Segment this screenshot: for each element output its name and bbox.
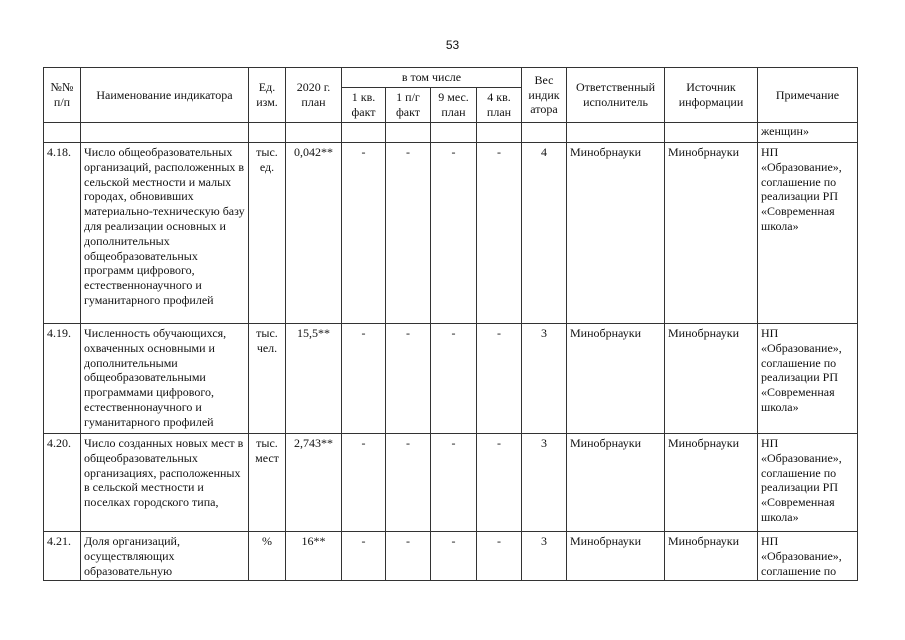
col-header-including: в том числе bbox=[342, 68, 522, 88]
weight-cell: 3 bbox=[522, 434, 567, 532]
table-row bbox=[44, 143, 858, 324]
note-cell: НП «Образование», соглашение по реализации РП «Современная школа» bbox=[758, 143, 858, 324]
note-cell: НП «Образование», соглашение по реализации РП «Современная школа» bbox=[758, 434, 858, 532]
plan-cell: 16** bbox=[286, 532, 342, 581]
q4-cell: - bbox=[477, 434, 522, 532]
responsible-cell: Минобрнауки bbox=[567, 324, 665, 434]
table-row bbox=[44, 324, 858, 434]
h1-cell: - bbox=[386, 532, 431, 581]
name-cell: Численность обучающихся, охваченных основными и дополнительными общеобразовательными программами цифрового, естественнонаучного и гуманитарного профилей bbox=[81, 324, 249, 434]
num-cell: 4.19. bbox=[44, 324, 81, 434]
q1-cell: - bbox=[342, 532, 386, 581]
col-header-plan-2020: 2020 г. план bbox=[286, 68, 342, 123]
col-header-name: Наименование индикатора bbox=[81, 68, 249, 123]
9m-cell: - bbox=[431, 143, 477, 324]
q4-cell: - bbox=[477, 324, 522, 434]
col-header-weight: Вес индик атора bbox=[522, 68, 567, 123]
plan-cell: 0,042** bbox=[286, 143, 342, 324]
unit-cell: тыс. мест bbox=[249, 434, 286, 532]
col-header-unit: Ед. изм. bbox=[249, 68, 286, 123]
unit-cell: тыс. чел. bbox=[249, 324, 286, 434]
responsible-cell: Минобрнауки bbox=[567, 434, 665, 532]
unit-cell: % bbox=[249, 532, 286, 581]
note-cell: женщин» bbox=[758, 123, 858, 143]
source-cell: Минобрнауки bbox=[665, 324, 758, 434]
col-header-note: Примечание bbox=[758, 68, 858, 123]
q1-cell: - bbox=[342, 324, 386, 434]
h1-cell: - bbox=[386, 434, 431, 532]
9m-cell: - bbox=[431, 434, 477, 532]
name-cell: Число созданных новых мест в общеобразовательных организациях, расположенных в сельской местности и поселках городского типа, bbox=[81, 434, 249, 532]
plan-cell: 2,743** bbox=[286, 434, 342, 532]
col-header-q1: 1 кв. факт bbox=[342, 88, 386, 123]
source-cell: Минобрнауки bbox=[665, 532, 758, 581]
weight-cell: 4 bbox=[522, 143, 567, 324]
col-header-source: Источник информации bbox=[665, 68, 758, 123]
col-header-9m: 9 мес. план bbox=[431, 88, 477, 123]
9m-cell: - bbox=[431, 532, 477, 581]
q1-cell: - bbox=[342, 434, 386, 532]
col-header-responsible: Ответственный исполнитель bbox=[567, 68, 665, 123]
q1-cell: - bbox=[342, 143, 386, 324]
weight-cell: 3 bbox=[522, 324, 567, 434]
plan-cell: 15,5** bbox=[286, 324, 342, 434]
h1-cell: - bbox=[386, 143, 431, 324]
indicators-table bbox=[43, 67, 858, 581]
q4-cell: - bbox=[477, 143, 522, 324]
name-cell: Число общеобразовательных организаций, расположенных в сельской местности и малых городах, обновивших материально-техническую базу для реализации основных и дополнительных общеобразовательных программ цифрового, естественнонаучного и гуманитарного профилей bbox=[81, 143, 249, 324]
responsible-cell: Минобрнауки bbox=[567, 532, 665, 581]
source-cell: Минобрнауки bbox=[665, 143, 758, 324]
table-row-continuation bbox=[44, 123, 858, 143]
note-cell: НП «Образование», соглашение по реализации РП «Современная школа» bbox=[758, 324, 858, 434]
name-cell: Доля организаций, осуществляющих образовательную bbox=[81, 532, 249, 581]
q4-cell: - bbox=[477, 532, 522, 581]
responsible-cell: Минобрнауки bbox=[567, 143, 665, 324]
num-cell: 4.20. bbox=[44, 434, 81, 532]
col-header-num: №№ п/п bbox=[44, 68, 81, 123]
page-number: 53 bbox=[445, 38, 460, 52]
table-row bbox=[44, 434, 858, 532]
num-cell: 4.18. bbox=[44, 143, 81, 324]
h1-cell: - bbox=[386, 324, 431, 434]
note-cell: НП «Образование», соглашение по bbox=[758, 532, 858, 581]
unit-cell: тыс. ед. bbox=[249, 143, 286, 324]
weight-cell: 3 bbox=[522, 532, 567, 581]
num-cell: 4.21. bbox=[44, 532, 81, 581]
table-row bbox=[44, 532, 858, 581]
col-header-h1: 1 п/г факт bbox=[386, 88, 431, 123]
source-cell: Минобрнауки bbox=[665, 434, 758, 532]
9m-cell: - bbox=[431, 324, 477, 434]
col-header-q4: 4 кв. план bbox=[477, 88, 522, 123]
